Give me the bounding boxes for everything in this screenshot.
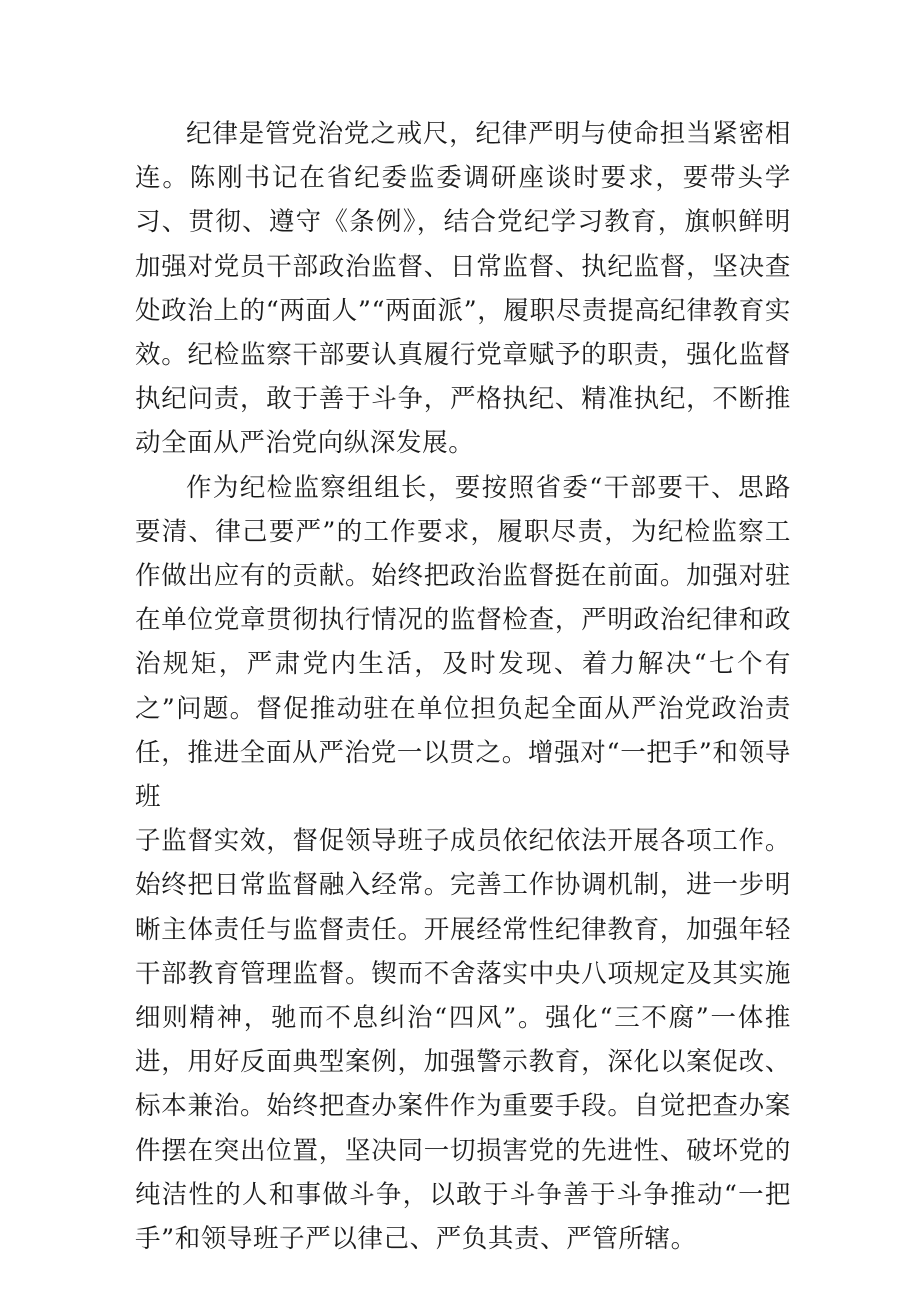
paragraph-continued: 子监督实效，督促领导班子成员依纪依法开展各项工作。始终把日常监督融入经常。完善工作协调机制，进一步明晰主体责任与监督责任。开展经常性纪律教育，加强年轻干部教育管理监督。锲而不舍落实中央八项规定及其实施细则精神，驰而不息纠治“四风”。强化“三不腐”一体推进，用好反面典型案例，加强警示教育，深化以案促改、标本兼治。始终把查办案件作为重要手段。自觉把查办案件摆在突出位置，坚决同一切损害党的先进性、破坏党的纯洁性的人和事做斗争，以敢于斗争善于斗争推动“一把手”和领导班子严以律己、严负其责、严管所辖。 bbox=[135, 826, 791, 1255]
document-body bbox=[135, 112, 791, 1261]
paragraph-team-leader: 作为纪检监察组组长，要按照省委“干部要干、思路要清、律己要严”的工作要求，履职尽责，为纪检监察工作做出应有的贡献。始终把政治监督挺在前面。加强对驻在单位党章贯彻执行情况的监督检查，严明政治纪律和政治规矩，严肃党内生活，及时发现、着力解决“七个有之”问题。督促推动驻在单位担负起全面从严治党政治责任，推进全面从严治党一以贯之。增强对“一把手”和领导班 bbox=[135, 472, 791, 813]
paragraph-discipline: 纪律是管党治党之戒尺，纪律严明与使命担当紧密相连。陈刚书记在省纪委监委调研座谈时要求，要带头学习、贯彻、遵守《条例》，结合党纪学习教育，旗帜鲜明加强对党员干部政治监督、日常监督、执纪监督，坚决查处政治上的“两面人”“两面派”，履职尽责提高纪律教育实效。纪检监察干部要认真履行党章赋予的职责，强化监督执纪问责，敢于善于斗争，严格执纪、精准执纪，不断推动全面从严治党向纵深发展。 bbox=[135, 119, 791, 459]
